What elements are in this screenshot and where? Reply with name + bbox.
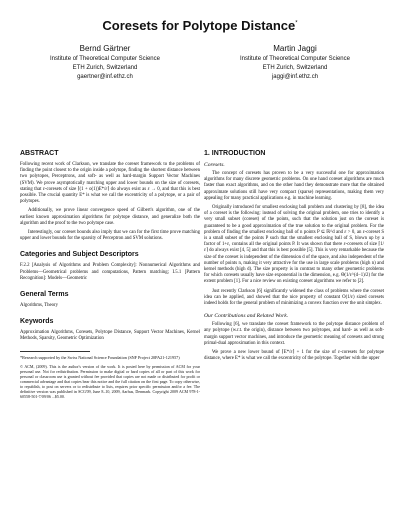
author-email[interactable]: gaertner@inf.ethz.ch: [77, 74, 133, 80]
abstract-paragraph: Following recent work of Clarkson, we translate the coreset framework to the problems of finding the point closest to the origin inside a polytope, finding the shortest distance between two polytopes, Perceptrons, and soft- as well as hard-margin Support Vector Machines (SVM). We prove asymptotically matching upper and lower bounds on the size of coresets, stating that ε-coresets of size ⌈(1 + o(1))E*/ε⌉ do always exist as ε → 0, and that this is best possible. The crucial quantity E* is what we call the excentricity of a polytope, or a pair of polytopes.: [20, 162, 200, 205]
author-affiliation: Institute of Theoretical Computer Science: [240, 56, 350, 62]
abstract-paragraph: Additionally, we prove linear convergence speed of Gilbert's algorithm, one of the earliest known approximation algorithms for polytope distance, and generalize both the algorithm and the proof to the two polytope case.: [20, 208, 200, 226]
intro-paragraph: We prove a new lower bound of ⌈E*/ε⌉ + 1 for the size of ε-coresets for polytope distance, where E* is what we call the excentricity of the polytope. Together with the upper: [204, 350, 384, 362]
general-terms-text: Algorithms, Theory: [20, 303, 59, 309]
footnote: *Research supported by the Swiss National Science Foundation (SNF Project 20PA21-121957): [20, 354, 180, 360]
categories-heading: Categories and Subject Descriptors: [20, 251, 139, 259]
keywords-heading: Keywords: [20, 318, 54, 326]
intro-paragraph: Following [6], we translate the coreset framework to the polytope distance problem of any polytope (w.r.t. the origin), distance between two polytopes, and hard- as well as soft-margin support vector machines, and introduce the geometric meaning of coresets and strong primal-dual approximation in this context.: [204, 322, 384, 346]
coresets-subheading: Coresets.: [204, 162, 225, 168]
copyright-notice: © ACM, (2009). This is the author's version of the work. It is posted here by permission of ACM for your personal use. Not for redistribution. Permission to make digital or hard copies of all or part of this work for personal or classroom use is granted without fee provided that copies are not made or distributed for profit or commercial advantage and that copies bear this notice and the full citation on the first page. To copy otherwise, to republish, to post on servers or to redistribute to lists, requires prior specific permission and/or a fee. The definitive version was published in SCG'09, June 8–10, 2009, Aarhus, Denmark. Copyright 2009 ACM 978-1-60558-501-7/09/06 ...$5.00.: [20, 364, 200, 400]
title-footnote-mark: *: [295, 20, 298, 27]
abstract-paragraph: Interestingly, our coreset bounds also imply that we can for the first time prove matching upper and lower bounds for the sparsity of Perceptron and SVM solutions.: [20, 230, 200, 242]
right-column: [204, 150, 384, 365]
author-location: ETH Zurich, Switzerland: [262, 65, 328, 71]
keywords-text: Approximation Algorithms, Coresets, Polytope Distance, Support Vector Machines, Kernel Methods, Sparsity, Geometric Optimization: [20, 330, 200, 342]
abstract-heading: ABSTRACT: [20, 150, 59, 157]
author-name: Bernd Gärtner: [79, 44, 131, 53]
footnote-rule: [20, 351, 90, 352]
intro-paragraph: The concept of coresets has proven to be a very successful one for approximation algorithms for many discrete geometric problems. On one hand coreset algorithms are much faster than exact algorithms, and on the other hand they demonstrate more that the obtained approximate solutions still have very compact (sparse) representations, making them very appealing for many practical applications e.g. in machine learning.: [204, 171, 384, 201]
author-name: Martin Jaggi: [273, 44, 317, 53]
author-email[interactable]: jaggi@inf.ethz.ch: [271, 74, 319, 80]
left-column: [20, 150, 200, 403]
general-terms-heading: General Terms: [20, 291, 69, 299]
intro-paragraph: Originally introduced for smallest enclosing ball problem and clustering by [8], the idea of a coreset is the following: instead of solving the original problem, one tries to identify a very small subset (coreset) of the points, such that the solution just on the coreset is guaranteed to be a good approximation of the true solution to the original problem. For the problem of finding the smallest enclosing ball of n points P ⊆ ℝ^d and ε > 0, an ε-coreset S is a small subset of the points P such that the smallest enclosing ball of S, blown up by a factor of 1+ε, contains all the original points P. It was shown that there ε-coresets of size ⌈1/ε⌉ do always exist [4, 5] and that this is best possible [5]. This is very remarkable because the size of the coreset is independent of the dimension d of the space, and also independent of the number of points n, making it very attractive for the use in large scale problems (high n) and kernel methods (high d). The size property is in contrast to many other geometric problems for which coresets usually have size exponential in the dimension, e.g. Θ(1/ε^(d−1)/2) for the extent problem [1]. For a nice review on existing coreset algorithms we refer to [2].: [204, 205, 384, 285]
intro-paragraph: Just recently Clarkson [6] significantly widened the class of problems where the coreset idea can be applied, and showed that the nice property of constant O(1/ε) sized coresets indeed holds for the general problem of minimizing a convex function over the unit simplex.: [204, 288, 384, 307]
author-block-2: [210, 44, 380, 82]
introduction-heading: 1. INTRODUCTION: [204, 150, 266, 157]
author-block-1: [20, 44, 190, 82]
contributions-subheading: Our Contributions and Related Work.: [204, 313, 289, 320]
categories-text: F.2.2 [Analysis of Algorithms and Problem Complexity]: Nonnumerical Algorithms and Problems—Geometrical problems and computations, Pattern matching; I.5.1 [Pattern Recognition]: Models—Geometric: [20, 263, 200, 281]
paper-title: Coresets for Polytope Distance*: [102, 18, 298, 33]
author-location: ETH Zurich, Switzerland: [72, 65, 138, 71]
author-affiliation: Institute of Theoretical Computer Science: [50, 56, 160, 62]
